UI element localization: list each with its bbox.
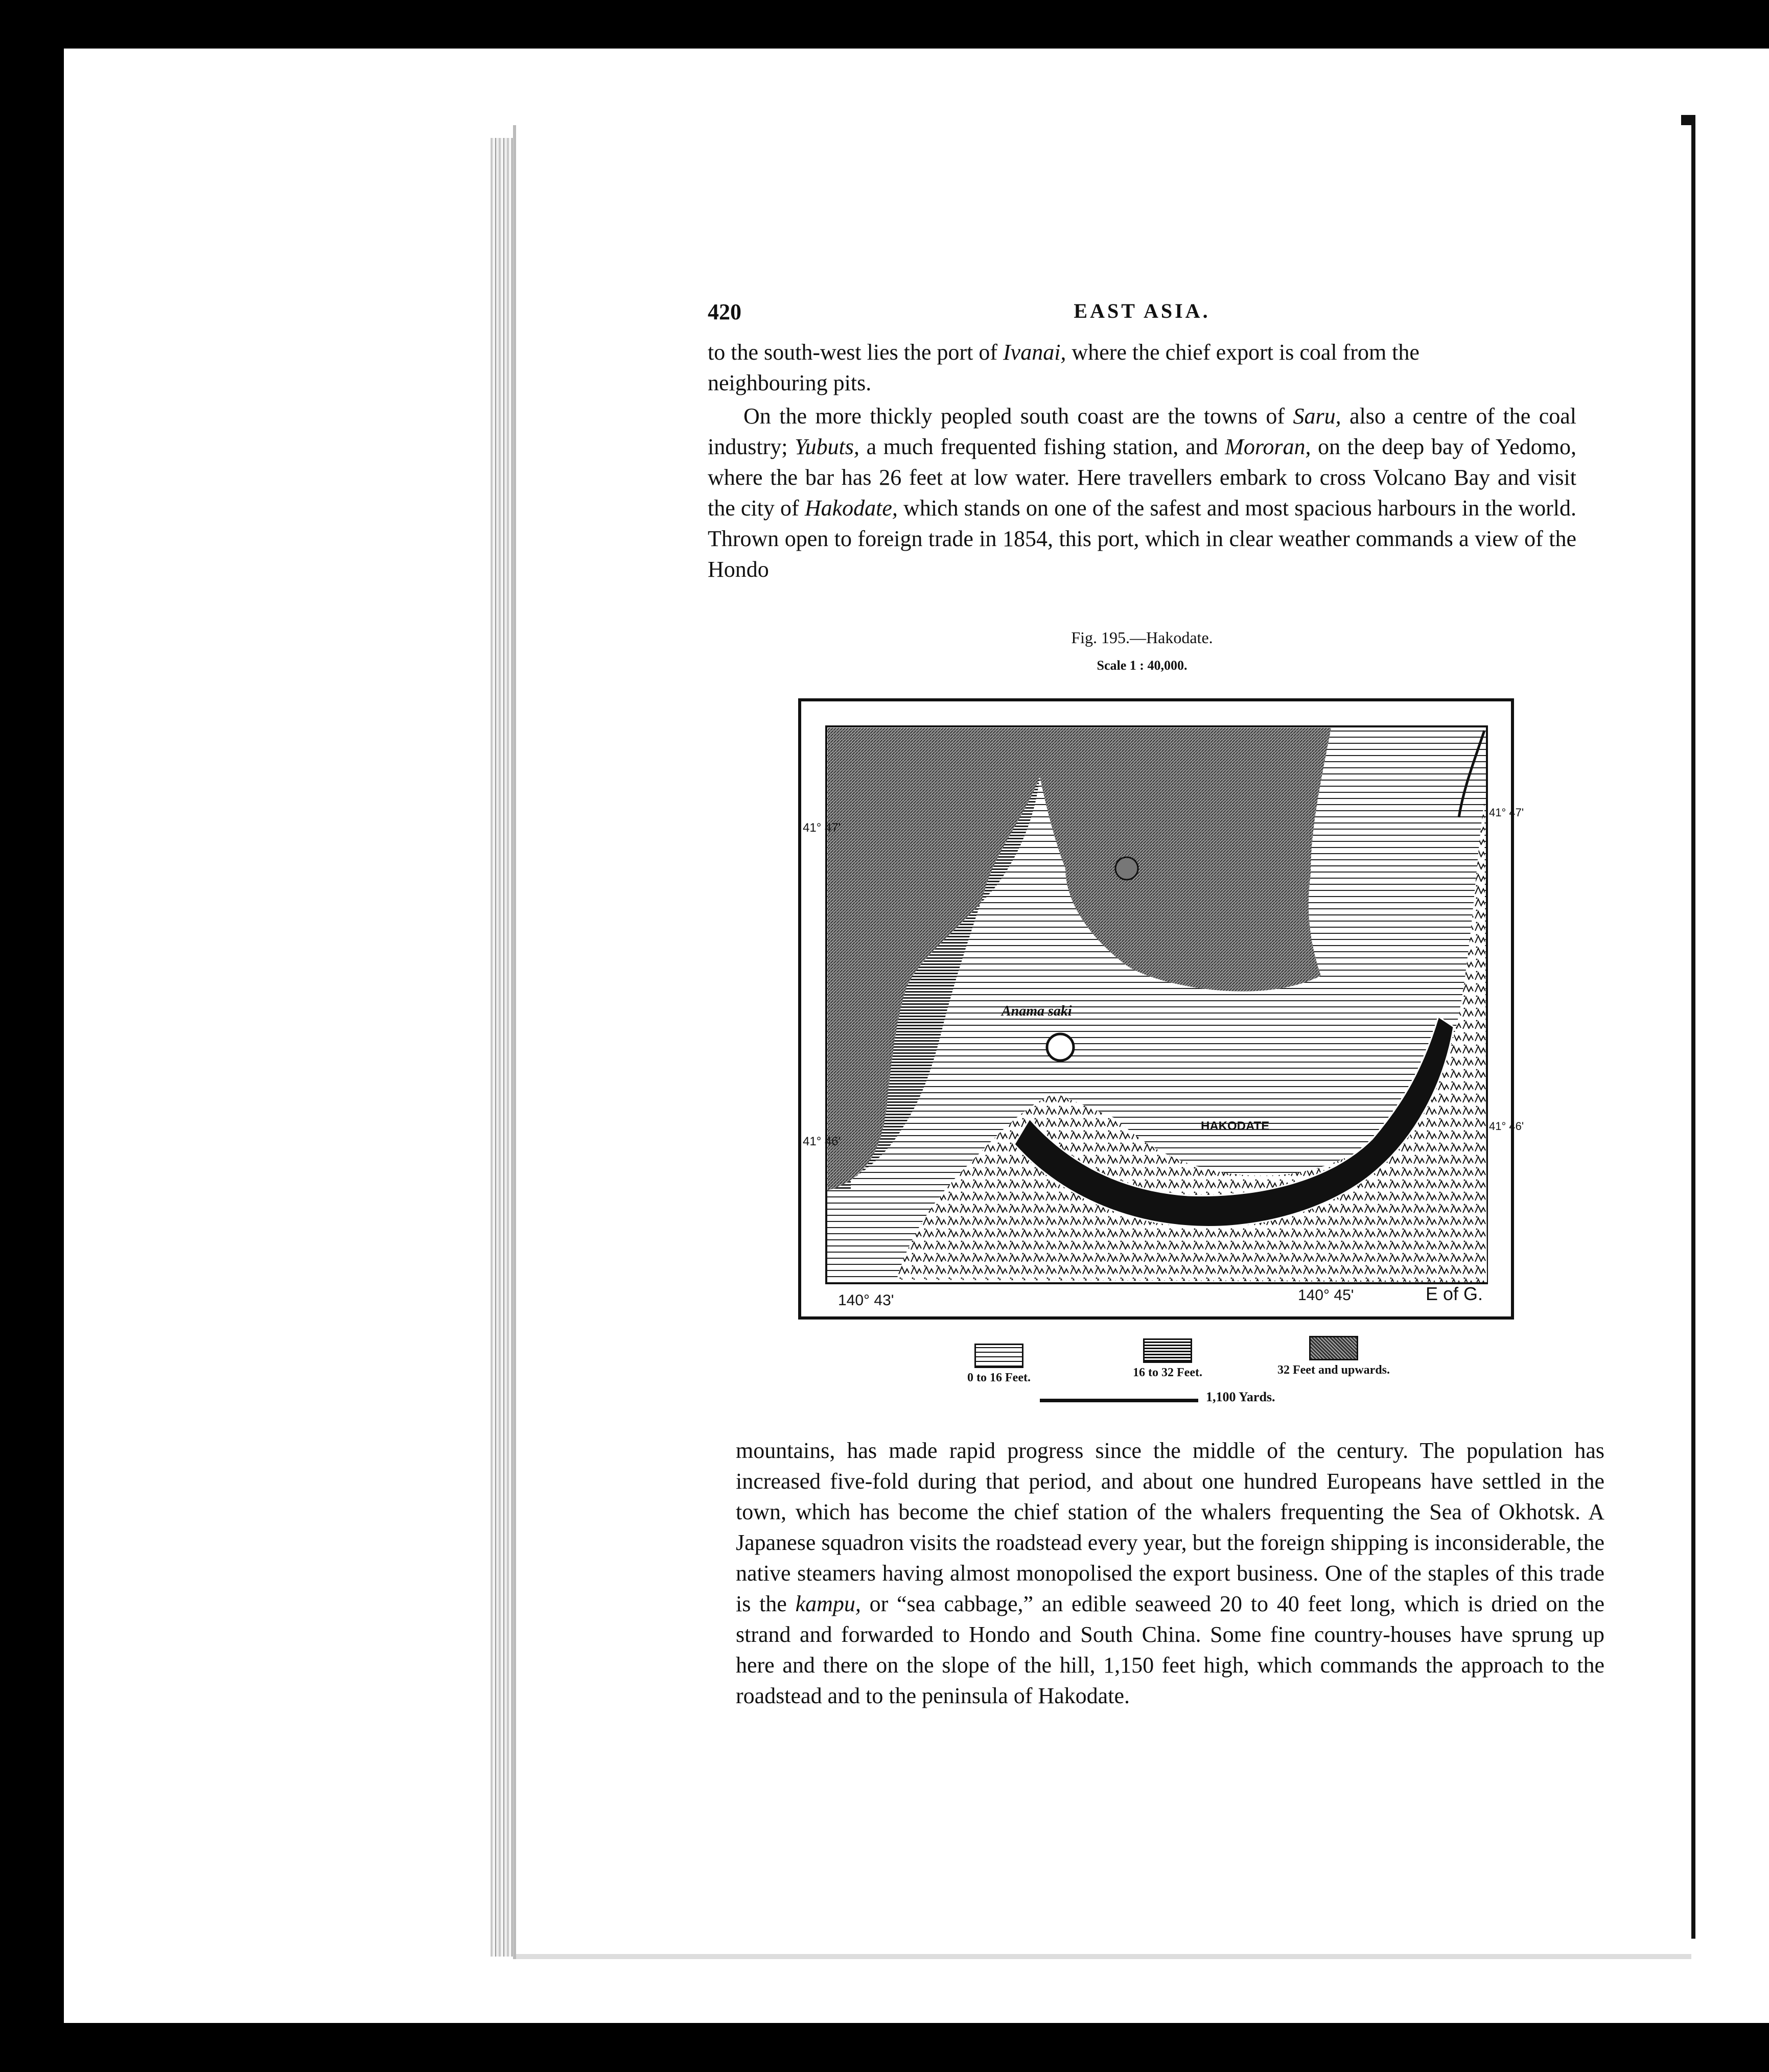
text-run: neighbouring pits. — [708, 370, 872, 395]
cape-label: Anama saki — [1002, 1003, 1072, 1019]
legend-medium — [1109, 1338, 1226, 1380]
text-run: or “sea cabbage,” an edible seaweed 20 to 40 feet long, which is dried on the strand and forwarded to Hondo and South China. Some fine country-houses have sprung up here and there on the slope of the hill, 1,150 feet high, which commands the approach to the roadstead and to the peninsula of Hakodate. — [736, 1591, 1604, 1708]
legend-label: 32 Feet and upwards. — [1277, 1363, 1390, 1377]
legend-deep — [1247, 1336, 1421, 1377]
legend-label: 16 to 32 Feet. — [1133, 1366, 1202, 1379]
fort — [1047, 1034, 1074, 1061]
text-run: a much frequented fishing station, and — [859, 434, 1225, 459]
lat-top-left: 41° 47' — [803, 821, 841, 835]
paragraph-3 — [736, 1435, 1604, 1711]
figure-caption: Fig. 195.—Hakodate. — [1071, 628, 1213, 647]
lat-bottom-right: 41° 46' — [1489, 1120, 1524, 1133]
legend-shallow — [943, 1344, 1055, 1385]
scan-bottom-border — [0, 2023, 1769, 2072]
page-header — [708, 299, 1576, 329]
lon-left: 140° 43' — [838, 1292, 894, 1309]
legend-label: 0 to 16 Feet. — [967, 1371, 1031, 1384]
term: kampu, — [795, 1591, 861, 1616]
paragraph-1 — [708, 337, 1576, 368]
running-title: EAST ASIA. — [1074, 299, 1211, 322]
place-name: Mororan, — [1225, 434, 1311, 459]
lon-right: 140° 45' — [1298, 1287, 1354, 1304]
figure-scale: Scale 1 : 40,000. — [1097, 658, 1188, 673]
hakodate-map — [800, 700, 1524, 1318]
text-run: on the deep bay of Yedomo, where the bar has 26 feet at low water. Here travellers embark to cross Volcano Bay and visit the city of — [708, 434, 1577, 521]
place-name: Saru, — [1293, 404, 1341, 429]
meridian-label: E of G. — [1426, 1283, 1483, 1304]
paragraph-2 — [708, 401, 1576, 585]
lat-bottom-left: 41° 46' — [803, 1135, 841, 1148]
scale-bar — [1040, 1399, 1198, 1402]
facing-page-margin — [1695, 115, 1769, 1939]
place-name: Hakodate, — [804, 496, 898, 521]
paragraph-1-end — [708, 368, 1576, 398]
text-run: On the more thickly peopled south coast are the towns of — [743, 404, 1293, 429]
legend-swatch-deep — [1309, 1336, 1358, 1360]
shoal — [1115, 857, 1138, 880]
place-name: Ivanai, — [1003, 340, 1066, 365]
text-run: where the chief export is coal from the — [1066, 340, 1419, 365]
text-run: which stands on one of the safest and most spacious harbours in the world. Thrown open to foreign trade in 1854, this port, which in clear weather commands a view of the Hondo — [708, 496, 1576, 582]
text-run: mountains, has made rapid progress since the middle of the century. The population has increased five-fold during that period, and about one hundred Europeans have settled in the town, which has become the chief station of the whalers frequenting the Sea of Okhotsk. A Japanese squadron visits the roadstead every year, but the foreign shipping is inconsiderable, the native steamers having almost monopolised the export business. One of the staples of this trade is the — [736, 1438, 1604, 1616]
text-run: to the south-west lies the port of — [708, 340, 1004, 365]
legend-swatch-shallow — [974, 1344, 1023, 1368]
scale-bar-label: 1,100 Yards. — [1206, 1390, 1275, 1404]
place-name: Yubuts, — [795, 434, 859, 459]
town-label: HAKODATE — [1201, 1119, 1270, 1133]
page-number: 420 — [708, 299, 741, 324]
lat-top-right: 41° 47' — [1489, 806, 1524, 819]
text-run: also a centre of the coal industry; — [708, 404, 1577, 459]
legend-swatch-medium — [1143, 1338, 1192, 1363]
